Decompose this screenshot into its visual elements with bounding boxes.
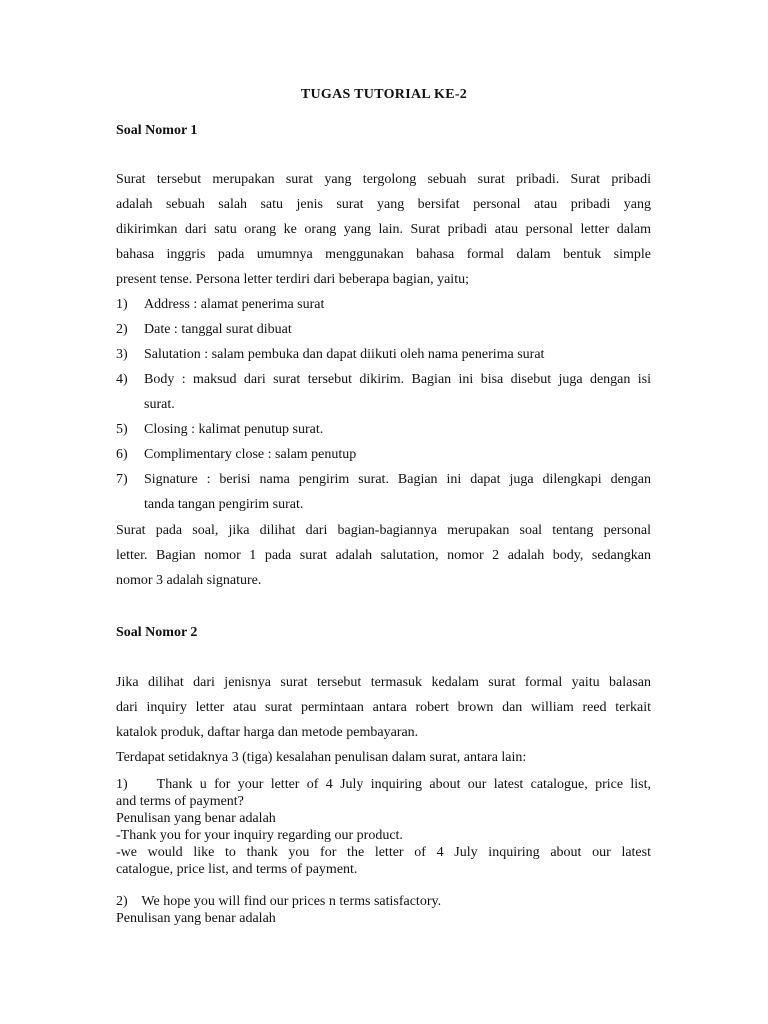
- errors-intro: [116, 745, 651, 770]
- text-line: Surat pada soal, jika dilihat dari bagian-bagiannya merupakan soal tentang personal: [116, 523, 651, 538]
- error-1-block: [116, 776, 651, 878]
- text-line: nomor 3 adalah signature.: [116, 573, 262, 588]
- text-line: katalok produk, daftar harga dan metode pembayaran.: [116, 725, 419, 740]
- text-line: Surat tersebut merupakan surat yang tergolong sebuah surat pribadi. Surat pribadi: [116, 172, 651, 187]
- section-1-conclusion: [116, 518, 651, 593]
- text-line: dari inquiry letter atau surat permintaan antara robert brown dan william reed terkait: [116, 700, 651, 715]
- list-text: Body : maksud dari surat tersebut dikirim. Bagian ini bisa disebut juga dengan isi: [144, 372, 651, 387]
- list-number: 4): [116, 372, 128, 387]
- parts-list: [116, 292, 651, 517]
- list-text: surat.: [144, 397, 175, 412]
- text-line: Jika dilihat dari jenisnya surat tersebut termasuk kedalam surat formal yaitu balasan: [116, 675, 651, 690]
- text-line: catalogue, price list, and terms of payment.: [116, 862, 358, 877]
- list-item: [116, 317, 651, 342]
- error-2-block: [116, 893, 651, 927]
- list-item: [116, 292, 651, 317]
- list-item: [116, 442, 651, 467]
- list-text: Salutation : salam pembuka dan dapat diikuti oleh nama penerima surat: [144, 347, 545, 362]
- text-line: Terdapat setidaknya 3 (tiga) kesalahan penulisan dalam surat, antara lain:: [116, 750, 527, 765]
- text-line: dikirimkan dari satu orang ke orang yang lain. Surat pribadi atau personal letter dalam: [116, 222, 651, 237]
- list-text: Date : tanggal surat dibuat: [144, 322, 292, 337]
- list-text: tanda tangan pengirim surat.: [144, 497, 304, 512]
- section-2-heading: Soal Nomor 2: [116, 625, 198, 640]
- list-item: [116, 467, 651, 517]
- text-line: letter. Bagian nomor 1 pada surat adalah salutation, nomor 2 adalah body, sedangkan: [116, 548, 651, 563]
- text-line: -we would like to thank you for the letter of 4 July inquiring about our latest: [116, 845, 651, 860]
- list-text: Closing : kalimat penutup surat.: [144, 422, 324, 437]
- text-line: -Thank you for your inquiry regarding our product.: [116, 828, 403, 843]
- text-line: bahasa inggris pada umumnya menggunakan bahasa formal dalam bentuk simple: [116, 247, 651, 262]
- list-text: Complimentary close : salam penutup: [144, 447, 357, 462]
- list-number: 1): [116, 297, 128, 312]
- list-number: 6): [116, 447, 128, 462]
- text-line: and terms of payment?: [116, 794, 244, 809]
- list-text: Address : alamat penerima surat: [144, 297, 325, 312]
- text-line: 1) Thank u for your letter of 4 July inquiring about our latest catalogue, price list,: [116, 777, 651, 792]
- list-number: 5): [116, 422, 128, 437]
- text-line: Penulisan yang benar adalah: [116, 811, 276, 826]
- section-1-heading: Soal Nomor 1: [116, 123, 198, 138]
- list-text: Signature : berisi nama pengirim surat. Bagian ini dapat juga dilengkapi dengan: [144, 472, 651, 487]
- list-number: 2): [116, 322, 128, 337]
- text-line: adalah sebuah salah satu jenis surat yang bersifat personal atau pribadi yang: [116, 197, 651, 212]
- text-line: Penulisan yang benar adalah: [116, 911, 276, 926]
- section-2-intro: [116, 670, 651, 745]
- list-item: [116, 417, 651, 442]
- list-number: 3): [116, 347, 128, 362]
- text-line: present tense. Persona letter terdiri dari beberapa bagian, yaitu;: [116, 272, 469, 287]
- text-line: 2) We hope you will find our prices n terms satisfactory.: [116, 894, 442, 909]
- list-number: 7): [116, 472, 128, 487]
- section-1-intro: [116, 167, 651, 292]
- page-title: TUGAS TUTORIAL KE-2: [300, 87, 468, 102]
- list-item: [116, 367, 651, 417]
- list-item: [116, 342, 651, 367]
